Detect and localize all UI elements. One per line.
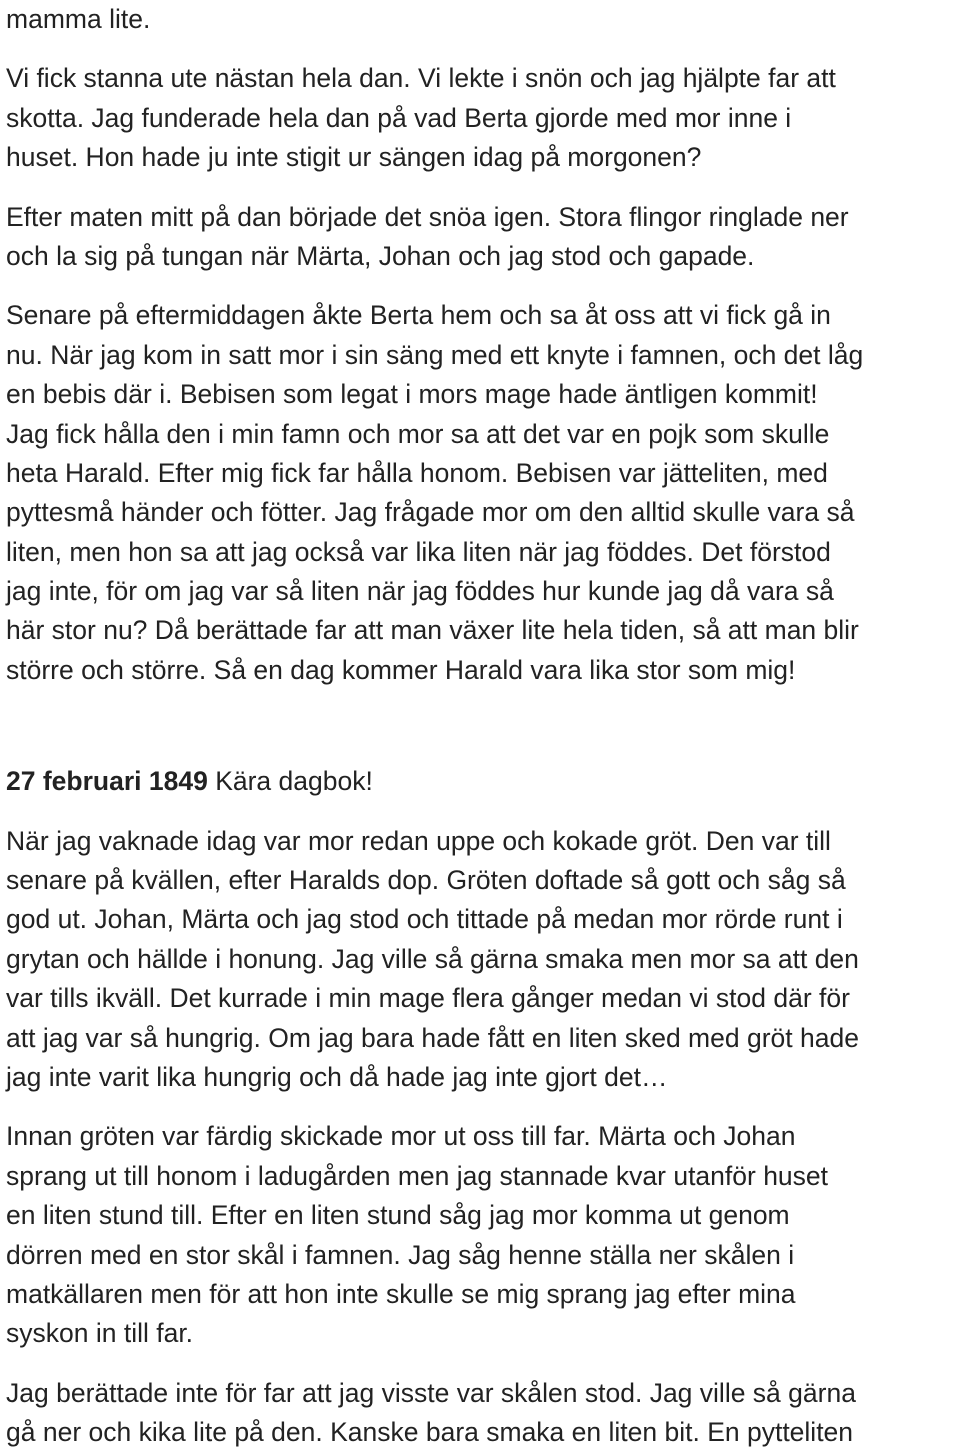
text-line: Vi fick stanna ute nästan hela dan. Vi lekte i snön och jag hjälpte far att <box>6 63 836 94</box>
text-line: sprang ut till honom i ladugården men jag stannade kvar utanför huset <box>6 1160 829 1191</box>
text-line: senare på kvällen, efter Haralds dop. Gröten doftade så gott och såg så <box>6 865 846 896</box>
text-line: var tills ikväll. Det kurrade i min mage flera gånger medan vi stod där för <box>6 983 850 1014</box>
text-line: dörren med en stor skål i famnen. Jag såg henne ställa ner skålen i <box>6 1239 795 1270</box>
paragraph <box>6 0 956 39</box>
text-line: att jag var så hungrig. Om jag bara hade fått en liten sked med gröt hade <box>6 1022 859 1053</box>
paragraph <box>6 59 956 177</box>
paragraph <box>6 1374 956 1453</box>
text-line: större och större. Så en dag kommer Harald vara lika stor som mig! <box>6 654 796 685</box>
text-line: nu. När jag kom in satt mor i sin säng med ett knyte i famnen, och det låg <box>6 339 864 370</box>
text-line: en liten stund till. Efter en liten stund såg jag mor komma ut genom <box>6 1200 790 1231</box>
entry-date: 27 februari 1849 <box>6 766 208 797</box>
text-line: en bebis där i. Bebisen som legat i mors mage hade äntligen kommit! <box>6 379 818 410</box>
entry-greeting: Kära dagbok! <box>207 766 373 797</box>
text-line: grytan och hällde i honung. Jag ville så gärna smaka men mor sa att den <box>6 943 859 974</box>
text-line: jag inte varit lika hungrig och då hade jag inte gjort det… <box>6 1061 668 1092</box>
text-line: Efter maten mitt på dan började det snöa igen. Stora flingor ringlade ner <box>6 201 849 232</box>
diary-page <box>6 0 956 1453</box>
text-line: här stor nu? Då berättade far att man växer lite hela tiden, så att man blir <box>6 615 859 646</box>
text-line: skotta. Jag funderade hela dan på vad Berta gjorde med mor inne i <box>6 102 792 133</box>
text-line: heta Harald. Efter mig fick far hålla honom. Bebisen var jätteliten, med <box>6 457 828 488</box>
text-line: och la sig på tungan när Märta, Johan och jag stod och gapade. <box>6 240 755 271</box>
text-line: jag inte, för om jag var så liten när jag föddes hur kunde jag då vara så <box>6 576 834 607</box>
text-line: Innan gröten var färdig skickade mor ut oss till far. Märta och Johan <box>6 1121 796 1152</box>
text-line: syskon in till far. <box>6 1318 194 1349</box>
paragraph <box>6 822 956 1098</box>
entry-heading <box>6 762 956 801</box>
text-line: pyttesmå händer och fötter. Jag frågade mor om den alltid skulle vara så <box>6 497 855 528</box>
paragraph <box>6 1117 956 1353</box>
text-line: Senare på eftermiddagen åkte Berta hem och sa åt oss att vi fick gå in <box>6 300 831 331</box>
text-line: matkällaren men för att hon inte skulle se mig sprang jag efter mina <box>6 1278 796 1309</box>
entry-heading-line <box>6 762 956 801</box>
text-line: Jag berättade inte för far att jag visste var skålen stod. Jag ville så gärna <box>6 1377 856 1408</box>
paragraph <box>6 296 956 690</box>
text-line: liten, men hon sa att jag också var lika liten när jag föddes. Det förstod <box>6 536 831 567</box>
text-line: Jag fick hålla den i min famn och mor sa att det var en pojk som skulle <box>6 418 830 449</box>
text-line: god ut. Johan, Märta och jag stod och tittade på medan mor rörde runt i <box>6 904 843 935</box>
text-line: gå ner och kika lite på den. Kanske bara smaka en liten bit. En pytteliten <box>6 1417 854 1448</box>
text-line: När jag vaknade idag var mor redan uppe och kokade gröt. Den var till <box>6 825 831 856</box>
paragraph <box>6 198 956 277</box>
text-line: mamma lite. <box>6 4 151 34</box>
text-line: huset. Hon hade ju inte stigit ur sängen idag på morgonen? <box>6 142 702 173</box>
